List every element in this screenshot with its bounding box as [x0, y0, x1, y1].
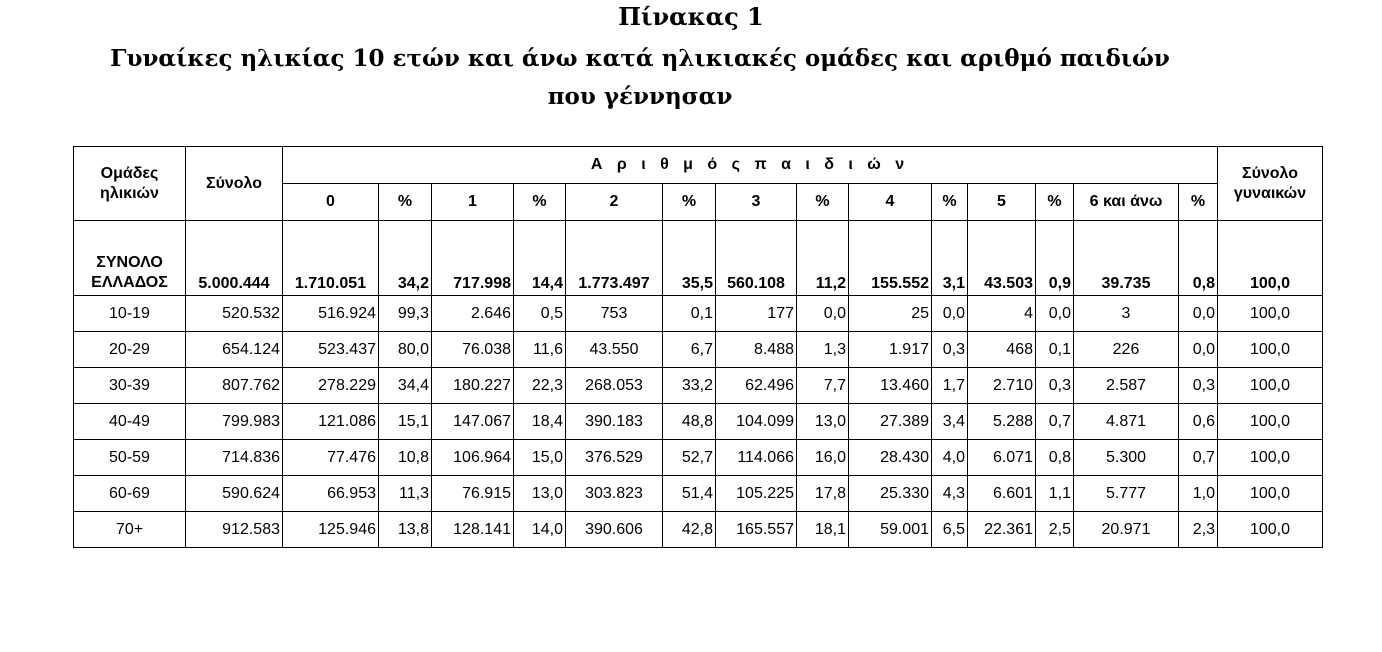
table-cell: 100,0: [1218, 368, 1323, 404]
table-cell: 125.946: [283, 512, 379, 548]
table-row: [74, 296, 1323, 332]
header-sub-cell: 5: [968, 184, 1036, 221]
table-row: [74, 512, 1323, 548]
table-row: [74, 332, 1323, 368]
header-sub-cell: 2: [566, 184, 663, 221]
table-cell: 13.460: [849, 368, 932, 404]
table-cell: 22,3: [514, 368, 566, 404]
header-sub-cell: %: [663, 184, 716, 221]
table-cell: 390.606: [566, 512, 663, 548]
table-cell: 2.646: [432, 296, 514, 332]
table-cell: 180.227: [432, 368, 514, 404]
header-sub-cell: %: [932, 184, 968, 221]
table-cell: 303.823: [566, 476, 663, 512]
table-cell: 62.496: [716, 368, 797, 404]
table-cell: 13,0: [514, 476, 566, 512]
table-cell: 18,1: [797, 512, 849, 548]
table-cell: 0,0: [797, 296, 849, 332]
header-total: Σύνολο: [186, 147, 283, 221]
table-cell: 76.915: [432, 476, 514, 512]
table-cell: 4,0: [932, 440, 968, 476]
table-cell: 165.557: [716, 512, 797, 548]
row-label: 70+: [74, 512, 186, 548]
table-cell: 523.437: [283, 332, 379, 368]
table-cell: 1.917: [849, 332, 932, 368]
table-cell: 654.124: [186, 332, 283, 368]
table-cell: 100,0: [1218, 221, 1323, 296]
table-cell: 14,4: [514, 221, 566, 296]
table-cell: 16,0: [797, 440, 849, 476]
table-subtitle: Γυναίκες ηλικίας 10 ετών και άνω κατά ηλικιακές ομάδες και αριθμό παιδιών που γέννησαν: [110, 45, 1170, 110]
table-cell: 0,0: [1036, 296, 1074, 332]
table-cell: 3,4: [932, 404, 968, 440]
table-cell: 100,0: [1218, 332, 1323, 368]
row-label: 30-39: [74, 368, 186, 404]
total-row: [74, 221, 1323, 296]
table-cell: 27.389: [849, 404, 932, 440]
table-cell: 0,0: [932, 296, 968, 332]
row-label: 10-19: [74, 296, 186, 332]
table-cell: 14,0: [514, 512, 566, 548]
header-sub-cell: %: [379, 184, 432, 221]
table-cell: 15,1: [379, 404, 432, 440]
row-label: ΣΥΝΟΛΟ ΕΛΛΑΔΟΣ: [74, 221, 186, 296]
table-cell: 520.532: [186, 296, 283, 332]
header-sub-cell: %: [1036, 184, 1074, 221]
table-cell: 6,7: [663, 332, 716, 368]
table-cell: 807.762: [186, 368, 283, 404]
table-cell: 20.971: [1074, 512, 1179, 548]
table-cell: 34,2: [379, 221, 432, 296]
statistics-table: [73, 146, 1323, 548]
table-cell: 5.288: [968, 404, 1036, 440]
table-cell: 66.953: [283, 476, 379, 512]
table-cell: 10,8: [379, 440, 432, 476]
table-cell: 13,0: [797, 404, 849, 440]
table-cell: 147.067: [432, 404, 514, 440]
table-cell: 0,1: [663, 296, 716, 332]
table-cell: 0,5: [514, 296, 566, 332]
table-cell: 278.229: [283, 368, 379, 404]
table-cell: 100,0: [1218, 476, 1323, 512]
table-cell: 106.964: [432, 440, 514, 476]
header-sub-cell: 4: [849, 184, 932, 221]
table-cell: 3: [1074, 296, 1179, 332]
table-cell: 0,7: [1179, 440, 1218, 476]
table-cell: 1,1: [1036, 476, 1074, 512]
table-cell: 6,5: [932, 512, 968, 548]
table-cell: 2,3: [1179, 512, 1218, 548]
table-title: Πίνακας 1: [618, 2, 764, 31]
table-cell: 39.735: [1074, 221, 1179, 296]
table-cell: 25: [849, 296, 932, 332]
table-cell: 0,6: [1179, 404, 1218, 440]
table-cell: 76.038: [432, 332, 514, 368]
table-cell: 5.300: [1074, 440, 1179, 476]
table-cell: 104.099: [716, 404, 797, 440]
table-cell: 15,0: [514, 440, 566, 476]
table-cell: 0,8: [1179, 221, 1218, 296]
table-cell: 18,4: [514, 404, 566, 440]
table-cell: 105.225: [716, 476, 797, 512]
table-cell: 77.476: [283, 440, 379, 476]
table-cell: 3,1: [932, 221, 968, 296]
table-cell: 8.488: [716, 332, 797, 368]
table-cell: 7,7: [797, 368, 849, 404]
row-label: 60-69: [74, 476, 186, 512]
table-cell: 100,0: [1218, 440, 1323, 476]
table-cell: 22.361: [968, 512, 1036, 548]
table-cell: 753: [566, 296, 663, 332]
table-cell: 0,0: [1179, 296, 1218, 332]
table-cell: 52,7: [663, 440, 716, 476]
table-cell: 128.141: [432, 512, 514, 548]
table-cell: 468: [968, 332, 1036, 368]
header-women-total: Σύνολο γυναικών: [1218, 147, 1323, 221]
table-cell: 11,6: [514, 332, 566, 368]
header-sub-cell: 6 και άνω: [1074, 184, 1179, 221]
table-cell: 1.773.497: [566, 221, 663, 296]
header-sub-cell: 3: [716, 184, 797, 221]
table-cell: 1,3: [797, 332, 849, 368]
row-label: 50-59: [74, 440, 186, 476]
table-cell: 268.053: [566, 368, 663, 404]
table-cell: 43.503: [968, 221, 1036, 296]
table-cell: 51,4: [663, 476, 716, 512]
table-cell: 5.777: [1074, 476, 1179, 512]
header-age-group: Ομάδες ηλικιών: [74, 147, 186, 221]
table-cell: 590.624: [186, 476, 283, 512]
table-cell: 35,5: [663, 221, 716, 296]
table-cell: 4: [968, 296, 1036, 332]
table-cell: 1.710.051: [283, 221, 379, 296]
table-cell: 121.086: [283, 404, 379, 440]
table-cell: 155.552: [849, 221, 932, 296]
row-label: 20-29: [74, 332, 186, 368]
table-cell: 1,7: [932, 368, 968, 404]
table-cell: 799.983: [186, 404, 283, 440]
table-cell: 33,2: [663, 368, 716, 404]
table-cell: 28.430: [849, 440, 932, 476]
table-cell: 912.583: [186, 512, 283, 548]
table-cell: 100,0: [1218, 404, 1323, 440]
table-cell: 0,9: [1036, 221, 1074, 296]
table-row: [74, 440, 1323, 476]
table-cell: 5.000.444: [186, 221, 283, 296]
table-cell: 25.330: [849, 476, 932, 512]
table-cell: 714.836: [186, 440, 283, 476]
table-cell: 0,7: [1036, 404, 1074, 440]
header-sub-cell: %: [514, 184, 566, 221]
table-row: [74, 368, 1323, 404]
table-cell: 59.001: [849, 512, 932, 548]
header-sub-cell: %: [797, 184, 849, 221]
table-cell: 0,1: [1036, 332, 1074, 368]
table-cell: 2.710: [968, 368, 1036, 404]
table-cell: 4,3: [932, 476, 968, 512]
table-cell: 11,2: [797, 221, 849, 296]
table-cell: 0,3: [1179, 368, 1218, 404]
table-cell: 100,0: [1218, 512, 1323, 548]
table-cell: 2,5: [1036, 512, 1074, 548]
table-cell: 6.601: [968, 476, 1036, 512]
table-row: [74, 476, 1323, 512]
table-cell: 11,3: [379, 476, 432, 512]
table-cell: 376.529: [566, 440, 663, 476]
table-cell: 516.924: [283, 296, 379, 332]
table-cell: 48,8: [663, 404, 716, 440]
table-cell: 0,3: [1036, 368, 1074, 404]
header-sub-cell: 0: [283, 184, 379, 221]
table-cell: 0,8: [1036, 440, 1074, 476]
table-cell: 0,3: [932, 332, 968, 368]
table-cell: 6.071: [968, 440, 1036, 476]
table-cell: 34,4: [379, 368, 432, 404]
table-cell: 114.066: [716, 440, 797, 476]
row-label: 40-49: [74, 404, 186, 440]
table-cell: 1,0: [1179, 476, 1218, 512]
table-cell: 80,0: [379, 332, 432, 368]
table-cell: 42,8: [663, 512, 716, 548]
table-cell: 43.550: [566, 332, 663, 368]
table-cell: 560.108: [716, 221, 797, 296]
table-cell: 390.183: [566, 404, 663, 440]
table-cell: 2.587: [1074, 368, 1179, 404]
table-row: [74, 404, 1323, 440]
table-cell: 717.998: [432, 221, 514, 296]
table-cell: 226: [1074, 332, 1179, 368]
table-cell: 177: [716, 296, 797, 332]
table-cell: 17,8: [797, 476, 849, 512]
table-cell: 100,0: [1218, 296, 1323, 332]
table-cell: 13,8: [379, 512, 432, 548]
header-children-group: Α ρ ι θ μ ό ς π α ι δ ι ώ ν: [283, 147, 1218, 184]
table-cell: 4.871: [1074, 404, 1179, 440]
header-sub-cell: 1: [432, 184, 514, 221]
table-cell: 0,0: [1179, 332, 1218, 368]
header-sub-cell: %: [1179, 184, 1218, 221]
table-cell: 99,3: [379, 296, 432, 332]
